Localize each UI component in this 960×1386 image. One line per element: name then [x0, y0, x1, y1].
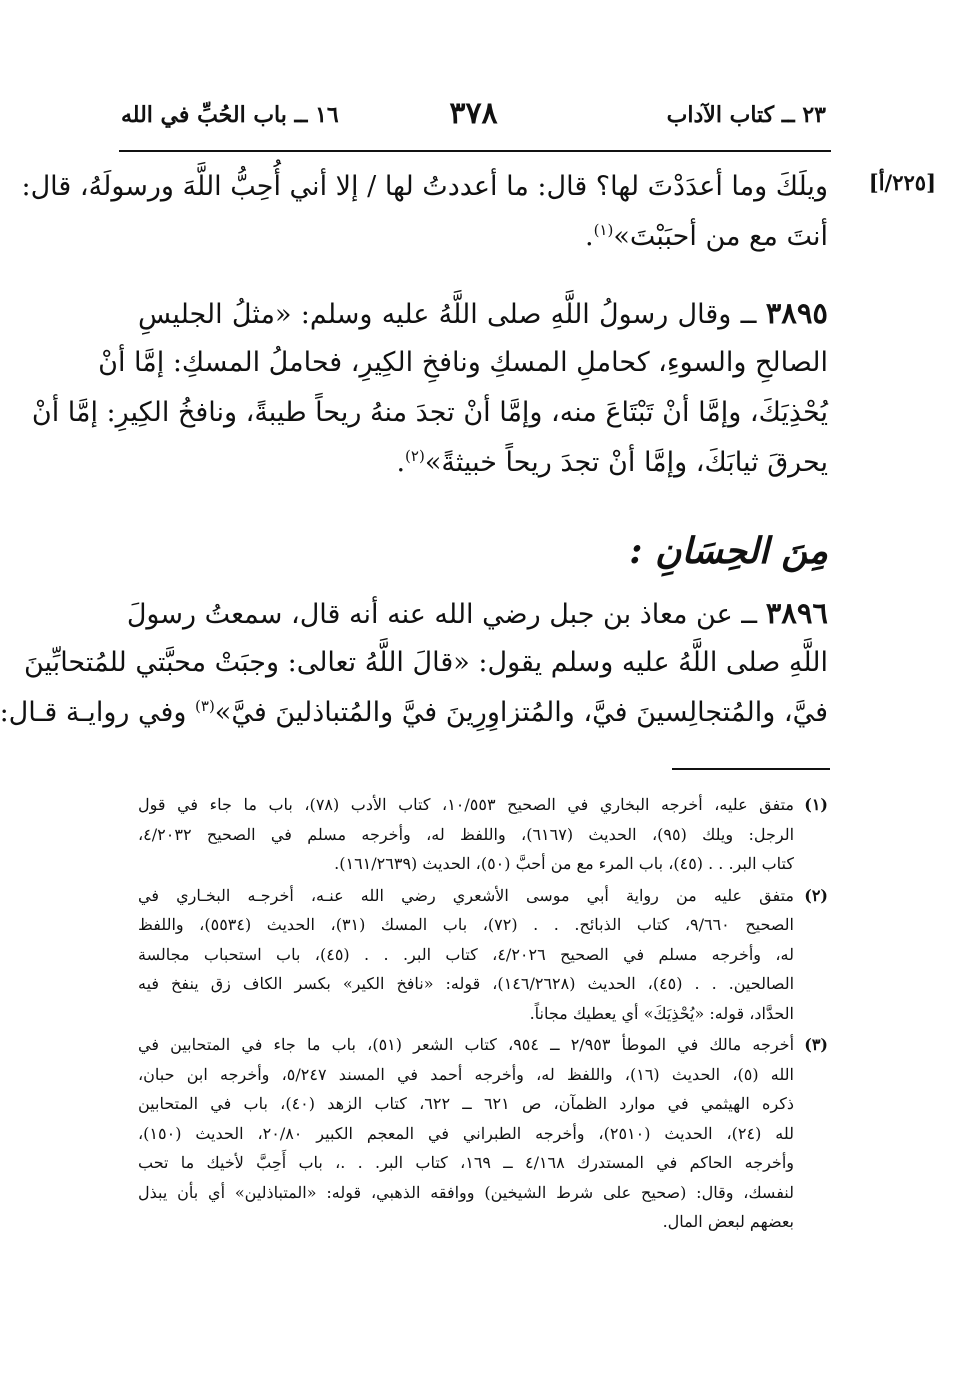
footnote-line: الرجل: ويلك (٩٥)، الحديث (٦١٦٧)، واللفظ له، وأخرجه مسلم في الصحيح ٤/٢٠٣٢،	[138, 824, 795, 844]
footnote-divider	[672, 768, 830, 770]
footnote-number: (١)	[804, 795, 828, 814]
header-book-title: ٢٣ ــ كتاب الآداب	[666, 102, 826, 128]
footnote-body	[138, 790, 794, 879]
footnote-line: كتاب البر. . . (٤٥)، باب المرء مع من أحبَّ (٥٠)، الحديث (١٦١/٢٦٣٩).	[334, 854, 794, 873]
footnote-ref-1: (١)	[593, 221, 614, 239]
footnote-line: الصالحين. . . (٤٥)، الحديث (١٤٦/٢٦٢٨)، قوله: «نافخ الكير» بكسر الكاف زق ينفخ فيه	[138, 974, 795, 993]
text-segment: .	[584, 221, 594, 252]
text-segment: .	[396, 447, 406, 478]
footnote	[138, 1030, 828, 1237]
main-text	[0, 162, 828, 738]
footnote-body	[138, 1030, 794, 1237]
footnote-line: وأخرجه الحاكم في المستدرك ٤/١٦٨ ــ ١٦٩، كتاب البر. . .، باب أَحِبَّ لأخيك ما تحب	[138, 1153, 794, 1172]
page-number: ٣٧٨	[449, 96, 498, 131]
text-line	[138, 438, 828, 488]
header-chapter-title: ١٦ ــ باب الحُبِّ في الله	[121, 102, 339, 128]
header-divider	[119, 150, 831, 152]
footnote-line: أخرجه مالك في الموطأ ٢/٩٥٣ ــ ٩٥٤، كتاب الشعر (٥١)، باب ما جاء في المتحابين في	[138, 1035, 795, 1054]
text-line: ويلَكَ وما أعدَدْتَ لها؟ قال: ما أعددتُ لها / إلا أني أُحِبُّ اللَّهَ ورسولَهُ، قال:	[21, 171, 828, 202]
text-segment: يحرقَ ثيابَكَ، وإمَّا أنْ تجدَ ريحاً خبيثةً»	[424, 447, 828, 478]
folio-marker: [٢٢٥/أ]	[868, 170, 936, 195]
footnote-line: الله (٥)، الحديث (١٦)، واللفظ له، وأخرجه أحمد في المسند ٥/٢٤٧، وأخرجه ابن حبان،	[138, 1064, 794, 1084]
footnote-line: ذكره الهيثمي في موارد الظمآن، ص ٦٢١ ــ ٦٢٢، كتاب الزهد (٤٠)، باب في المتحابين	[138, 1094, 795, 1113]
footnote-number: (٢)	[804, 885, 828, 905]
footnotes	[138, 790, 828, 1239]
text-line	[138, 212, 828, 262]
footnote-line: الصحيح ٩/٦٦٠، كتاب الذبائح. . . (٧٢)، باب المسك (٣١)، الحديث (٥٥٣٤)، واللفظ	[138, 915, 794, 934]
section-heading: مِنَ الحِسَانِ :	[629, 530, 828, 572]
running-header	[121, 98, 826, 142]
footnote-line: متفق عليه من رواية أبي موسى الأشعري رضي الله عنـه، أخرجـه البخـاري في	[138, 885, 794, 905]
text-segment: ــ عن معاذ بن جبل رضي الله عنه أنه قال، سمعتُ رسولَ	[126, 599, 766, 630]
hadith-3895-line	[138, 288, 828, 338]
text-line: الصالحِ والسوءِ، كحاملِ المسكِ ونافخِ الكِيرِ، فحاملُ المسكِ: إمَّا أنْ	[98, 347, 828, 378]
text-segment: أنتَ مع من أحبَبْتَ»	[613, 221, 828, 252]
footnote-line: الحدَّاد، قوله: «يُحْذِيَكَ» أي يعطيك مجاناً.	[529, 1003, 794, 1023]
text-segment: ــ وقال رسولُ اللَّهِ صلى اللَّهُ عليه وسلم: «مثلُ الجليسِ	[138, 299, 766, 330]
footnote-ref-3: (٣)	[195, 697, 215, 715]
hadith-number: ٣٨٩٦	[765, 596, 828, 630]
text-segment: فيَّ، والمُتجالِسينَ فيَّ، والمُتزاوِرِينَ فيَّ والمُتباذلينَ فيَّ»	[214, 697, 828, 728]
footnote-line: له، وأخرجه مسلم في الصحيح ٤/٢٠٢٦، كتاب البر. . . (٤٥)، باب استحباب مجالسة	[138, 944, 795, 964]
footnote-number: (٣)	[804, 1035, 828, 1054]
footnote	[138, 881, 828, 1029]
footnote-line: لنفسك، وقال: (صحيح على شرط الشيخين) ووافقه الذهبي، قوله: «المتباذلين» أي بأن يبذل	[138, 1182, 794, 1202]
hadith-3896-line	[126, 588, 828, 638]
footnote-body	[138, 881, 794, 1029]
footnote	[138, 790, 828, 879]
footnote-ref-2: (٢)	[405, 447, 425, 465]
text-line: اللَّهِ صلى اللَّهُ عليه وسلم يقول: «قالَ اللَّهُ تعالى: وجبَتْ محبَّتي للمُتحابِّينَ	[23, 647, 828, 678]
text-line: يُحْذِيَكَ، وإمَّا أنْ تَبْتَاعَ منه، وإمَّا أنْ تجدَ منهُ ريحاً طيبةً، ونافخُ الكِيرِ: إمَّا أنْ	[31, 397, 828, 428]
text-segment: وفي روايـة قـال:	[0, 697, 196, 728]
hadith-number: ٣٨٩٥	[765, 296, 828, 330]
text-line	[0, 688, 828, 738]
footnote-line: بعضهم لبعض المال.	[662, 1212, 794, 1231]
footnote-line: متفق عليه، أخرجه البخاري في الصحيح ١٠/٥٥٣، كتاب الأدب (٧٨)، باب ما جاء في قول	[138, 795, 795, 814]
footnote-line: لله (٢٤)، الحديث (٢٥١٠)، وأخرجه الطبراني في المعجم الكبير ٢٠/٨٠، الحديث (١٥٠)،	[138, 1123, 794, 1143]
